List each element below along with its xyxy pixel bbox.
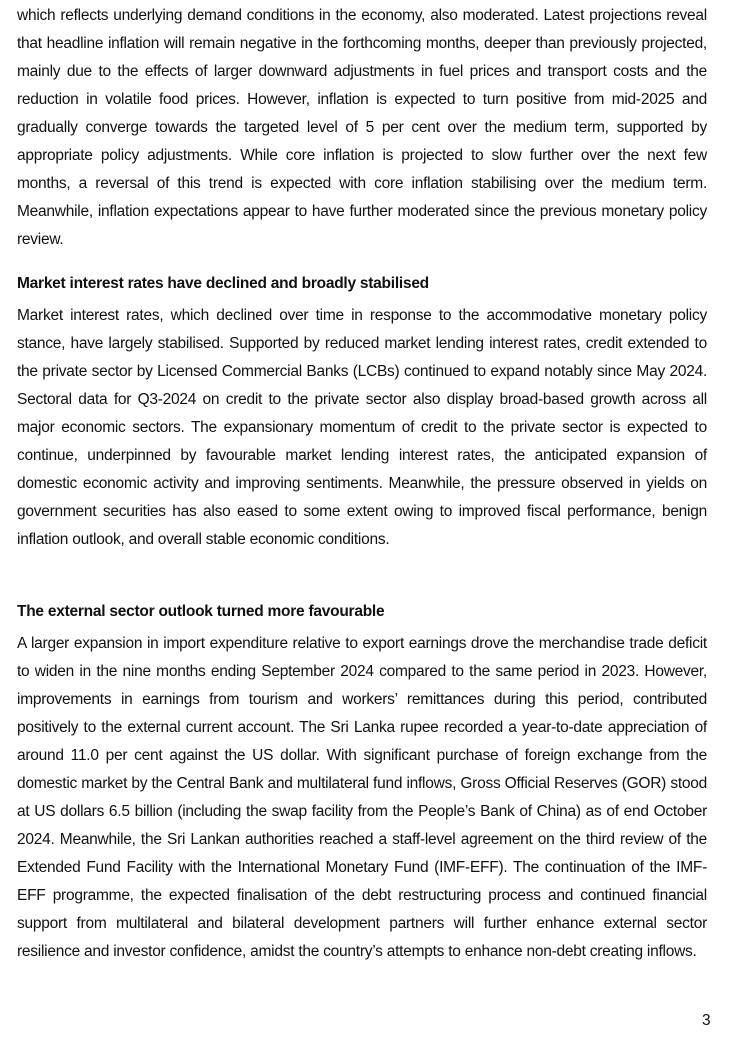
- page-number: 3: [702, 1012, 711, 1029]
- paragraph-external-sector: A larger expansion in import expenditure relative to export earnings drove the merchandise trade deficit to widen in the nine months ending September 2024 compared to the same period in 2023. However, improvements in earnings from tourism and workers’ remittances during this period, contributed positively to the external current account. The Sri Lanka rupee recorded a year-to-date appreciation of around 11.0 per cent against the US dollar. With significant purchase of foreign exchange from the domestic market by the Central Bank and multilateral fund inflows, Gross Official Reserves (GOR) stood at US dollars 6.5 billion (including the swap facility from the People’s Bank of China) as of end October 2024. Meanwhile, the Sri Lankan authorities reached a staff-level agreement on the third review of the Extended Fund Facility with the International Monetary Fund (IMF-EFF). The continuation of the IMF-EFF programme, the expected finalisation of the debt restructuring process and continued financial support from multilateral and bilateral development partners will further enhance external sector resilience and investor confidence, amidst the country’s attempts to enhance non-debt creating inflows.: [17, 635, 707, 960]
- heading-external-sector: The external sector outlook turned more favourable: [17, 603, 385, 620]
- heading-market-interest-rates: Market interest rates have declined and broadly stabilised: [17, 275, 429, 292]
- paragraph-inflation-outlook: which reflects underlying demand conditions in the economy, also moderated. Latest projections reveal that headline inflation will remain negative in the forthcoming months, deeper than previously projected, mainly due to the effects of larger downward adjustments in fuel prices and transport costs and the reduction in volatile food prices. However, inflation is expected to turn positive from mid-2025 and gradually converge towards the targeted level of 5 per cent over the medium term, supported by appropriate policy adjustments. While core inflation is projected to slow further over the next few months, a reversal of this trend is expected with core inflation stabilising over the medium term. Meanwhile, inflation expectations appear to have further moderated since the previous monetary policy review.: [17, 7, 707, 248]
- paragraph-market-interest-rates: Market interest rates, which declined over time in response to the accommodative monetary policy stance, have largely stabilised. Supported by reduced market lending interest rates, credit extended to the private sector by Licensed Commercial Banks (LCBs) continued to expand notably since May 2024. Sectoral data for Q3-2024 on credit to the private sector also display broad-based growth across all major economic sectors. The expansionary momentum of credit to the private sector is expected to continue, underpinned by favourable market lending interest rates, the anticipated expansion of domestic economic activity and improving sentiments. Meanwhile, the pressure observed in yields on government securities has also eased to some extent owing to improved fiscal performance, benign inflation outlook, and overall stable economic conditions.: [17, 307, 707, 548]
